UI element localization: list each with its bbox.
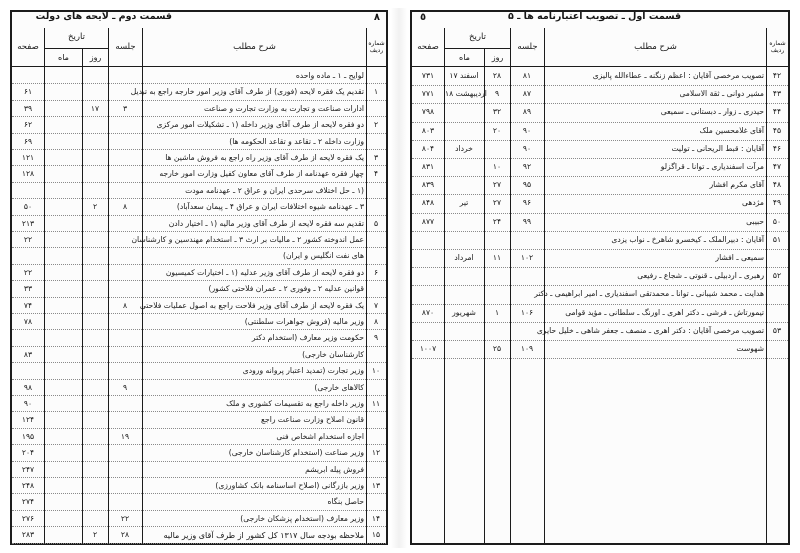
description-cell: دو فقره لایحه از طرف آقای وزیر عدلیه (۱ ـ اختیارات کمیسیون [165, 267, 364, 277]
session-cell: ۱۰۹ [520, 344, 534, 353]
row-number-cell: ۷ [373, 300, 379, 310]
page-cell: ۳۳ [23, 284, 33, 294]
description-cell: قوانین عدلیه ۲ ـ وفوری ۲ ـ عمران فلاحتی کشور) [208, 284, 364, 294]
page-cell: ۸۳۱ [421, 162, 435, 171]
description-cell: آقایان : قبط الریحانی ـ تولیت [671, 143, 764, 153]
table-row [12, 84, 386, 100]
table-row [12, 494, 386, 510]
page-cell: ۲۸۳ [21, 530, 35, 540]
row-rule [12, 543, 386, 544]
table-row [12, 183, 386, 199]
row-number-cell: ۱۲ [371, 448, 381, 458]
table-row [412, 305, 788, 323]
month-cell: خرداد [455, 143, 473, 153]
row-number-cell: ۵ [373, 218, 379, 228]
page-cell: ۱۲۴ [21, 415, 35, 425]
row-number-cell: ۴۵ [772, 125, 782, 135]
row-number-cell: ۶ [373, 267, 379, 277]
row-rule [412, 358, 788, 359]
table-row [412, 250, 788, 268]
row-number-cell: ۱۰ [371, 366, 381, 376]
page-cell: ۷۳۱ [421, 71, 435, 80]
page-number: ٥ [420, 12, 427, 23]
table-row [412, 232, 788, 250]
day-cell: ۲۷ [492, 198, 502, 208]
table-row [12, 166, 386, 182]
description-cell: ادارات صناعت و تجارت به وزارت تجارت و صناعت [204, 103, 364, 113]
month-cell: تیر [459, 198, 469, 208]
row-number-cell: ۱۵ [371, 530, 381, 540]
running-head: قسمت اول ـ تصویب اعتبارنامه ها ـ ۵ [508, 11, 682, 22]
table-row [12, 412, 386, 428]
row-number-cell: ۴۸ [772, 180, 782, 190]
left-page [10, 10, 388, 545]
session-cell: ۹۲ [522, 162, 532, 171]
header-row-number: شماره ردیف [766, 28, 788, 66]
description-cell: فروش پیله ابریشم [305, 464, 364, 474]
session-cell: ۹۰ [522, 125, 532, 135]
session-cell: ۹ [122, 382, 128, 392]
table-row [12, 216, 386, 232]
header-row-number: شماره ردیف [366, 28, 386, 66]
description-cell: حکومت وزیر معارف (استخدام دکتر [251, 333, 364, 343]
table-row [412, 177, 788, 195]
table-row [12, 68, 386, 84]
description-cell: دو فقره لایحه از طرف آقای وزیر داخله (۱ ـ تشکیلات امور مرکزی [156, 120, 364, 130]
page-cell: ۷۹۸ [421, 107, 435, 117]
page-cell: ۸۳ [23, 349, 33, 359]
header-month: ماه [444, 48, 484, 66]
header-page: صفحه [17, 42, 39, 52]
description-cell: تقدیم سه فقره لایحه از طرف آقای وزیر مالیه (۱ ـ اختیار دادن [168, 218, 364, 228]
page-cell: ۵۰ [23, 202, 33, 212]
description-cell: مرآت اسفندیاری ـ توانا ـ قراگزلو [660, 162, 764, 171]
page-cell: ۶۹ [23, 136, 33, 146]
description-cell: تیمورتاش ـ فرشی ـ دکتر اهری ـ اورنگ ـ سلطانی ـ مؤید قوامی [565, 307, 764, 317]
table-row [412, 195, 788, 213]
description-cell: حاصل بنگاه [327, 497, 364, 507]
month-cell: اسفند ۱۷ [449, 71, 479, 80]
page-cell: ۲۲ [23, 235, 33, 244]
row-number-cell: ۴۶ [772, 143, 782, 153]
row-number-cell: ۵۳ [772, 325, 782, 335]
table-row [412, 86, 788, 104]
description-cell: مژدهی [742, 198, 764, 208]
row-number-cell: ۴۳ [772, 89, 782, 99]
day-cell: ۲۷ [492, 180, 502, 190]
session-cell: ۳ [122, 103, 128, 113]
description-cell: های نفت انگلیس و ایران) [283, 251, 364, 261]
session-cell: ۲۸ [120, 530, 130, 540]
row-number-cell: ۱۳ [371, 481, 381, 490]
row-number-cell: ۴۴ [772, 107, 782, 117]
description-cell: تصویب مرخصی آقایان : اعظم زنگنه ـ عطاءالله پالیزی [592, 71, 764, 80]
page-cell: ۱۰۰۷ [419, 344, 437, 353]
page-number: ٨ [373, 12, 380, 23]
index-table [12, 28, 386, 543]
book-gutter [391, 8, 407, 548]
table-row [412, 159, 788, 177]
description-cell: وزیر مالیه (فروش جواهرات سلطنتی) [244, 317, 364, 326]
description-cell: یک فقره لایحه از طرف آقای وزیر فلاحت راجع به اصول عملیات فلاحتی [139, 300, 364, 310]
table-row [412, 104, 788, 122]
table-row [12, 462, 386, 478]
description-cell: وزارت داخله ۲ ـ تقاعد و تقاعد الحکومه ها) [229, 136, 364, 146]
header-session: جلسه [108, 28, 142, 66]
table-row [12, 429, 386, 445]
table-row [412, 286, 788, 304]
description-cell: کالاهای خارجی) [314, 382, 364, 392]
description-cell: هدایت ـ محمد شیبانی ـ توانا ـ محمدتقی اسفندیاری ـ امیر ابراهیمی ـ دکتر [534, 289, 764, 299]
row-number-cell: ۸ [373, 317, 379, 326]
header-month: ماه [44, 48, 82, 66]
description-cell: اجازه استخدام اشخاص فنی [276, 431, 364, 441]
row-number-cell: ۵۱ [772, 234, 782, 244]
row-number-cell: ۱۴ [371, 513, 381, 523]
table-row [12, 445, 386, 461]
description-cell: ۳ ـ عهدنامه شیوه اختلافات ایران و عراق ۴ ـ پیمان سعدآباد) [176, 202, 364, 212]
session-cell: ۲۲ [120, 513, 130, 523]
day-cell: ۲۵ [492, 344, 502, 353]
page-cell: ۷۴ [23, 300, 33, 310]
description-cell: وزیر داخله راجع به تقسیمات کشوری و ملک [226, 399, 364, 408]
table-row [12, 347, 386, 363]
month-cell: امرداد [454, 253, 474, 262]
table-row [412, 141, 788, 159]
description-cell: سمیعی ـ افشار [715, 253, 764, 262]
session-cell: ۹۶ [522, 198, 532, 208]
session-cell: ۸۹ [522, 107, 532, 117]
page-cell: ۹۰ [23, 399, 33, 408]
session-cell: ۹۹ [522, 216, 532, 226]
session-cell: ۸ [122, 202, 128, 212]
description-cell: وزیر صناعت (استخدام کارشناسان خارجی) [228, 448, 364, 458]
page-cell: ۹۸ [23, 382, 33, 392]
row-number-cell: ۴۷ [772, 162, 782, 171]
page-cell: ۲۰۴ [21, 448, 35, 458]
page-cell: ۲۴۷ [21, 464, 35, 474]
table-row [412, 68, 788, 86]
row-number-cell: ۴ [373, 169, 379, 179]
header-rule [412, 66, 788, 67]
day-cell: ۱۰ [492, 162, 502, 171]
table-row [412, 214, 788, 232]
row-number-cell: ۱۱ [371, 399, 381, 408]
footnote: ملاحظه بودجه سال ۱۳۱۷ کل کشور از طرف آقای وزیر مالیه [163, 531, 364, 540]
table-row [12, 314, 386, 330]
description-cell: آقای غلامحسین ملک [699, 125, 764, 135]
description-cell: چهار فقره عهدنامه از طرف آقای معاون کفیل وزارت امور خارجه [159, 169, 364, 179]
page-cell: ۱۹۵ [21, 431, 35, 441]
day-cell: ۲ [92, 530, 98, 540]
page-cell: ۲۷۶ [21, 513, 35, 523]
description-cell: شهوست [736, 344, 764, 353]
description-cell: حبیبی [746, 216, 764, 226]
table-row [412, 268, 788, 286]
row-number-cell: ۲ [373, 120, 379, 130]
header-description: شرح مطلب [544, 28, 766, 66]
table-row [12, 478, 386, 494]
table-row [412, 341, 788, 359]
description-cell: لوایح ـ ۱ ـ ماده واحده [295, 71, 364, 80]
day-cell: ۲۰ [492, 125, 502, 135]
table-row [12, 134, 386, 150]
page-cell: ۶۲ [23, 120, 33, 130]
month-cell: اردیبهشت ۱۸ [445, 89, 487, 99]
description-cell: رهبری ـ اردبیلی ـ قنوتی ـ شجاع ـ رفیعی [637, 271, 764, 281]
header-date: تاریخ [444, 28, 510, 66]
header-day: روز [484, 48, 510, 66]
table-row [12, 380, 386, 396]
row-number-cell: ۴۹ [772, 198, 782, 208]
day-cell: ۲ [92, 202, 98, 212]
description-cell: وزیر بازرگانی (اصلاح اساسنامه بانک کشاورزی) [215, 481, 364, 490]
day-cell: ۱۷ [90, 103, 100, 113]
month-cell: شهریور [452, 307, 476, 317]
running-head: قسمت دوم ـ لایحه های دولت [35, 11, 172, 22]
page-cell: ۸۷۰ [421, 307, 435, 317]
description-cell: تصویب مرخصی آقایان : دکتر اهری ـ منصف ـ جعفر شاهی ـ خلیل حایری [536, 325, 764, 335]
description-cell: عمل اندوخته کشور ۲ ـ مالیات بر ارث ۳ ـ استخدام مهندسین و کارشناسان [131, 235, 364, 244]
table-row [12, 101, 386, 117]
session-cell: ۸ [122, 300, 128, 310]
description-cell: یک فقره لایحه از طرف آقای وزیر راه راجع به فروش ماشین ها [165, 153, 364, 162]
description-cell: تقدیم یک فقره لایحه (فوری) از طرف آقای وزیر امور خارجه راجع به تبدیل [130, 87, 364, 97]
description-cell: وزیر تجارت (تمدید اعتبار پروانه ورودی [242, 366, 364, 376]
page-cell: ۱۲۸ [21, 169, 35, 179]
table-row [12, 117, 386, 133]
day-cell: ۳۲ [492, 107, 502, 117]
table-row [12, 265, 386, 281]
description-cell: قانون اصلاح وزارت صناعت راجع [260, 415, 364, 425]
page-cell: ۸۳۹ [421, 180, 435, 190]
table-row [12, 199, 386, 215]
page-cell: ۸۰۴ [421, 143, 435, 153]
page-cell: ۶۱ [23, 87, 33, 97]
page-cell: ۲۷۴ [21, 497, 35, 507]
page-cell: ۱۲۱ [21, 153, 35, 162]
page-cell: ۸۷۷ [421, 216, 435, 226]
row-number-cell: ۱ [373, 87, 379, 97]
row-number-cell: ۵۰ [772, 216, 782, 226]
table-row [12, 511, 386, 527]
row-number-cell: ۴۲ [772, 71, 782, 80]
session-cell: ۹۵ [522, 180, 532, 190]
page-cell: ۷۷۱ [421, 89, 435, 99]
page-cell: ۳۹ [23, 103, 33, 113]
table-row [12, 281, 386, 297]
page-cell: ۲۲ [23, 267, 33, 277]
day-cell: ۱۱ [492, 253, 502, 262]
description-cell: آقای مکرم افشار [709, 180, 764, 190]
day-cell: ۲۴ [492, 216, 502, 226]
page-cell: ۸۴۸ [421, 198, 435, 208]
table-row [412, 323, 788, 341]
table-row [12, 298, 386, 314]
page-cell: ۸۰۳ [421, 125, 435, 135]
description-cell: کارشناسان خارجی) [302, 349, 364, 359]
session-cell: ۱۰۶ [520, 307, 534, 317]
header-session: جلسه [510, 28, 544, 66]
right-page [410, 10, 790, 545]
table-row [12, 396, 386, 412]
index-table [412, 28, 788, 543]
description-cell: (۱ ـ حل اختلاف سرحدی ایران و عراق ۲ ـ عهدنامه مودت [185, 185, 364, 195]
session-cell: ۱۰۲ [520, 253, 534, 262]
day-cell: ۹ [494, 89, 500, 99]
session-cell: ۱۹ [120, 431, 130, 441]
row-number-cell: ۹ [373, 333, 379, 343]
session-cell: ۸۱ [522, 71, 532, 80]
day-cell: ۱ [494, 307, 500, 317]
day-cell: ۲۸ [492, 71, 502, 80]
row-number-cell: ۳ [373, 153, 379, 162]
description-cell: حیدری ـ زوار ـ دبستانی ـ سمیعی [660, 107, 764, 117]
header-date: تاریخ [44, 28, 108, 66]
table-row [12, 248, 386, 264]
description-cell: آقایان : دبیرالملک ـ کیخسرو شاهرخ ـ نواب یزدی [611, 234, 764, 244]
page-cell: ۷۸ [23, 317, 33, 326]
page-cell: ۲۱۳ [21, 218, 35, 228]
table-row [12, 363, 386, 379]
description-cell: مشیر دوانی ـ ثقة الاسلامی [679, 89, 764, 99]
session-cell: ۸۷ [522, 89, 532, 99]
header-rule [12, 66, 386, 67]
description-cell: وزیر معارف (استخدام پزشکان خارجی) [240, 513, 364, 523]
header-description: شرح مطلب [142, 28, 366, 66]
row-number-cell: ۵۲ [772, 271, 782, 281]
table-row [12, 232, 386, 248]
page-cell: ۲۴۸ [21, 481, 35, 490]
header-page: صفحه [417, 42, 439, 52]
header-day: روز [82, 48, 108, 66]
table-row [12, 150, 386, 166]
table-row [412, 123, 788, 141]
table-row [12, 330, 386, 346]
session-cell: ۹۰ [522, 143, 532, 153]
